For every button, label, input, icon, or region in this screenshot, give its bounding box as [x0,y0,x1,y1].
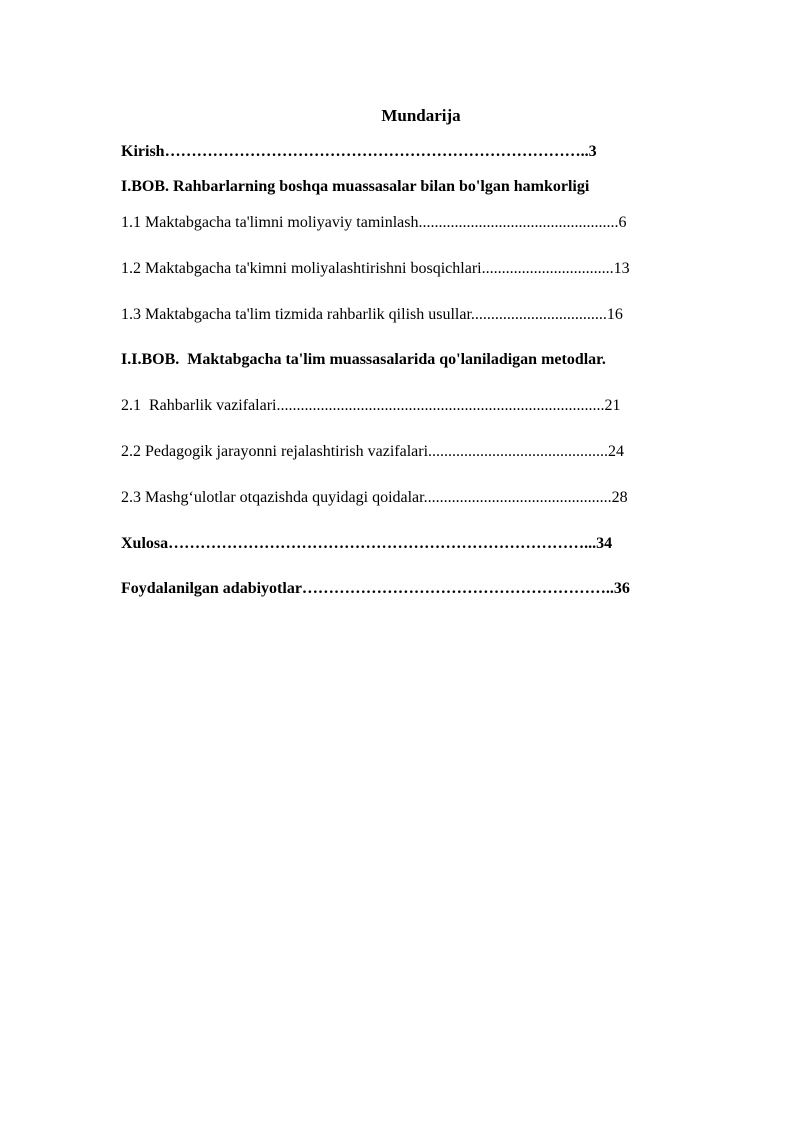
toc-entry-text: Xulosa……………………………………………………………………...34 [121,535,613,552]
toc-entry-2-1 [121,396,721,416]
toc-entry-text: 1.1 Maktabgacha ta'limni moliyaviy taminlash..................................................6 [121,214,627,231]
toc-entry-adabiyotlar [121,579,721,599]
toc-entry-chapter-1 [121,177,721,197]
toc-entry-text: I.BOB. Rahbarlarning boshqa muassasalar bilan bo'lgan hamkorligi [121,178,590,195]
toc-entry-xulosa [121,534,721,554]
toc-entry-text: I.I.BOB. Maktabgacha ta'lim muassasalarida qo'laniladigan metodlar. [121,351,606,368]
toc-entry-text: 2.2 Pedagogik jarayonni rejalashtirish vazifalari.............................................24 [121,443,625,460]
toc-entry-1-3 [121,305,721,325]
toc-entry-text: 1.3 Maktabgacha ta'lim tizmida rahbarlik qilish usullar..................................16 [121,306,623,323]
toc-entry-text: Foydalanilgan adabiyotlar…………………………………………………..36 [121,580,630,597]
toc-entry-chapter-2 [121,350,721,370]
toc-entry-1-2 [121,259,721,279]
toc-entry-1-1 [121,213,721,233]
page-title: Mundarija [381,106,461,125]
toc-entry-2-3 [121,488,721,508]
toc-entry-text: Kirish……………………………………………………………………..3 [121,143,597,160]
toc-entry-text: 2.1 Rahbarlik vazifalari..................................................................................21 [121,397,621,414]
toc-entry-text: 2.3 Mashg‘ulotlar otqazishda quyidagi qoidalar...............................................28 [121,489,628,506]
toc-entry-2-2 [121,442,721,462]
toc-entry-text: 1.2 Maktabgacha ta'kimni moliyalashtirishni bosqichlari.................................13 [121,260,630,277]
toc-entry-kirish [121,142,721,162]
